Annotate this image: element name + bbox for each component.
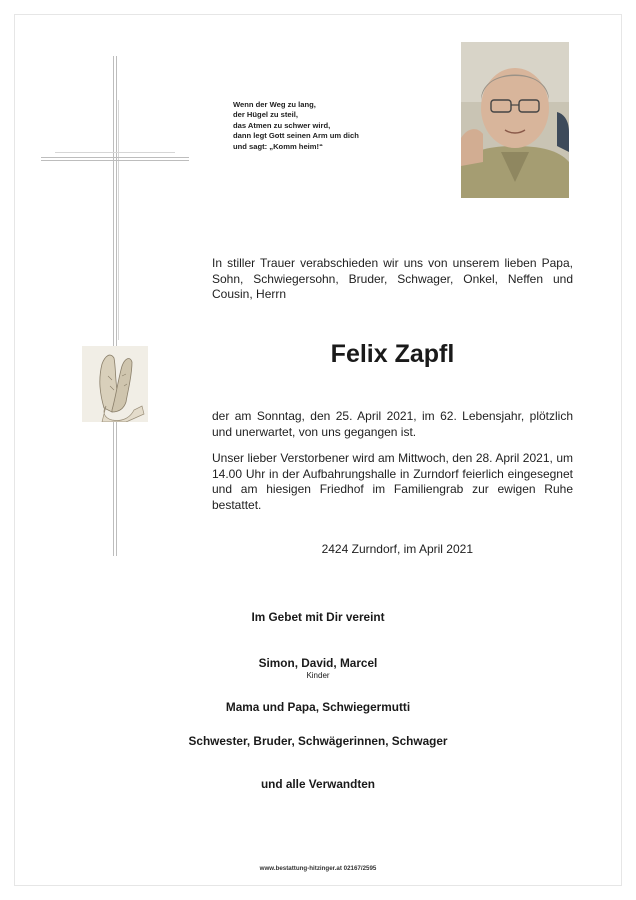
mourners-siblings: Schwester, Bruder, Schwägerinnen, Schwager xyxy=(188,734,448,748)
mourners-children: Simon, David, Marcel xyxy=(258,656,378,670)
poem-line: Wenn der Weg zu lang, xyxy=(233,100,316,109)
mourners-children-label: Kinder xyxy=(306,671,330,680)
poem-line: und sagt: „Komm heim!“ xyxy=(233,141,323,151)
portrait-svg xyxy=(461,42,569,198)
mourners-relatives: und alle Verwandten xyxy=(260,777,376,791)
footer-contact: www.bestattung-hitzinger.at 02167/2595 xyxy=(259,865,377,872)
death-text: der am Sonntag, den 25. April 2021, im 62. Lebensjahr, plötzlich und unerwartet, von uns gegangen ist. xyxy=(212,409,573,439)
cross-icon-vertical xyxy=(113,56,117,556)
intro-text: In stiller Trauer verabschieden wir uns von unserem lieben Papa, Sohn, Schwiegersohn, Bruder, Schwager, Onkel, Neffen und Cousin, Herrn xyxy=(212,256,573,301)
portrait-photo xyxy=(461,42,569,198)
place-date: 2424 Zurndorf, im April 2021 xyxy=(321,542,473,556)
poem-line: dann legt Gott seinen Arm um dich xyxy=(233,131,359,141)
mourners-parents: Mama und Papa, Schwiegermutti xyxy=(225,700,411,714)
poem-line: der Hügel zu steil, xyxy=(233,110,298,120)
poem xyxy=(233,100,433,152)
cross-icon-vertical-inner xyxy=(118,100,119,340)
mourners-intro: Im Gebet mit Dir vereint xyxy=(251,610,385,624)
cross-icon-horizontal-inner xyxy=(55,152,175,153)
cross-icon-horizontal xyxy=(41,157,189,161)
deceased-name: Felix Zapfl xyxy=(330,340,455,368)
poem-line: das Atmen zu schwer wird, xyxy=(233,120,331,130)
praying-hands-svg xyxy=(82,346,148,422)
praying-hands-icon xyxy=(82,346,148,422)
funeral-text: Unser lieber Verstorbener wird am Mittwoch, den 28. April 2021, um 14.00 Uhr in der Aufbahrungshalle in Zurndorf feierlich eingesegnet und am hiesigen Friedhof im Familiengrab zur ewigen Ruhe bestattet. xyxy=(212,451,573,512)
